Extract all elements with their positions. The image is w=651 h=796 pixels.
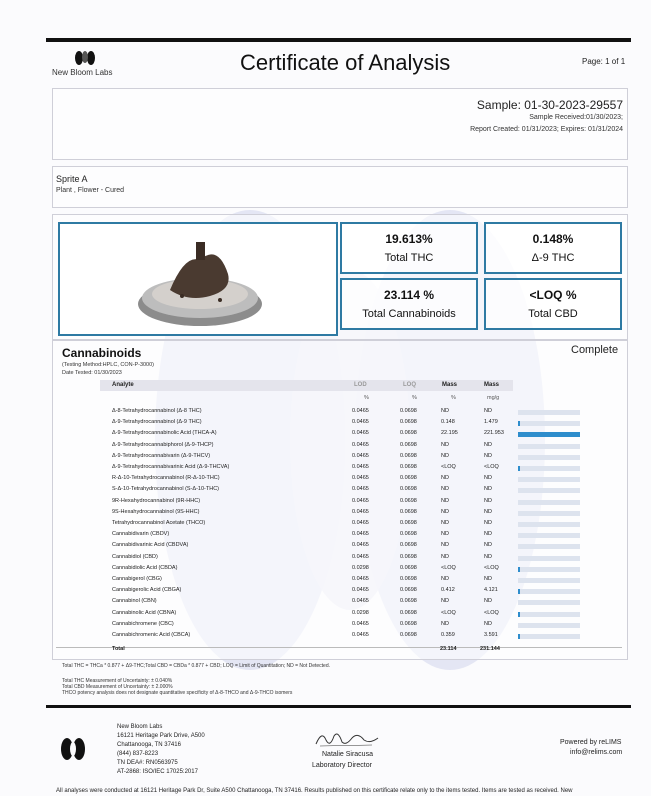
table-row [0,554,651,565]
footer-address-line: New Bloom Labs [117,724,163,730]
bar-track [518,556,580,561]
lod-cell: 0.0465 [352,520,369,526]
mass-mg-cell: ND [484,620,492,627]
footer-address-line: (844) 837-8223 [117,751,159,757]
loq-cell: 0.0698 [400,508,417,515]
metric-label: Δ-9 THC [531,252,575,264]
bar-track [518,488,580,493]
sample-name: Sprite A [56,174,88,184]
mass-mg-cell: ND [484,441,492,448]
bar-fill [518,421,520,426]
mass-mg-cell: ND [484,553,492,560]
analyte-cell: Cannabidiolic Acid (CBDA) [112,564,178,571]
footer-address-line: AT-2868: ISO/IEC 17025:2017 [117,769,198,775]
loq-cell: 0.0698 [400,609,417,616]
table-row [0,632,651,643]
bar-fill [518,612,520,617]
table-bottom-rule [56,647,622,648]
lod-cell: 0.0465 [352,587,369,594]
sample-id: Sample: 01-30-2023-29557 [476,98,623,112]
top-rule [46,38,631,42]
table-row [0,453,651,464]
metric-value: 19.613% [385,232,433,246]
mass-pct-cell: ND [441,486,449,493]
mass-mg-cell: 221.953 [484,430,504,437]
signature-image [312,728,382,750]
table-row [0,576,651,587]
mass-mg-cell: ND [484,408,492,414]
bar-track [518,612,580,617]
uncertainty-thc: Total THC Measurement of Uncertainty: ± 0.040% [62,678,173,684]
bar-track [518,421,580,426]
bar-track [518,455,580,460]
lod-cell: 0.0465 [352,464,369,470]
mass-pct-cell: ND [441,576,449,582]
mass-pct-cell: ND [441,531,449,538]
mass-pct-cell: ND [441,620,449,627]
bar-track [518,589,580,594]
col-lod: LOD [354,382,367,388]
client-box [52,166,628,208]
loq-cell: 0.0698 [400,531,417,538]
sample-dish-image [60,224,336,334]
mass-mg-cell: 4.121 [484,587,498,594]
table-row [0,475,651,486]
bar-track [518,477,580,482]
lod-cell: 0.0465 [352,620,369,627]
footer-address-line: 16121 Heritage Park Drive, A500 [117,733,205,739]
thco-note: THCO potency analysis does not designate quantitative specificity of Δ-8-THCO and Δ-9-THCO isomers [62,690,293,696]
mass-pct-cell: ND [441,441,449,448]
table-row [0,598,651,609]
mass-mg-cell: <LOQ [484,609,499,616]
analyte-cell: Cannabichromene (CBC) [112,620,174,627]
mass-pct-cell: ND [441,508,449,515]
bar-fill [518,466,520,471]
analyte-cell: Tetrahydrocannabinol Acetate (THCO) [112,520,206,526]
lod-cell: 0.0465 [352,531,369,538]
lod-cell: 0.0465 [352,475,369,482]
mass-mg-cell: ND [484,520,492,526]
bar-fill [518,432,580,437]
analyte-cell: Cannabigerolic Acid (CBGA) [112,587,182,594]
lod-cell: 0.0465 [352,430,369,437]
loq-cell: 0.0698 [400,419,417,426]
table-row [0,498,651,509]
analyte-cell: R-Δ-10-Tetrahydrocannabinol (R-Δ-10-THC) [112,475,220,482]
analyte-cell: Cannabichromenic Acid (CBCA) [112,632,191,638]
analyte-cell: Δ-8-Tetrahydrocannabinol (Δ-8 THC) [112,408,202,414]
analyte-cell: Cannabinol (CBN) [112,598,157,605]
mass-pct-cell: ND [441,553,449,560]
signer-title: Laboratory Director [312,762,372,769]
bar-track [518,500,580,505]
table-row [0,419,651,430]
lod-cell: 0.0465 [352,508,369,515]
table-row [0,587,651,598]
page-number: Page: 1 of 1 [582,57,626,66]
loq-cell: 0.0698 [400,430,417,437]
disclaimer: All analyses were conducted at 16121 Heritage Park Dr, Suite A500 Chattanooga, TN 37416. Results published on this certificate relate only to the items tested. Items are tested as received. New [56,788,573,794]
analyte-cell: Cannabidivarinic Acid (CBDVA) [112,542,189,549]
loq-cell: 0.0698 [400,542,417,549]
contact-email[interactable]: info@relims.com [570,749,623,756]
metric-total-cannabinoids [340,278,478,330]
mass-mg-cell: <LOQ [484,564,499,571]
table-row [0,486,651,497]
loq-cell: 0.0698 [400,486,417,493]
total-mg: 231.144 [480,646,500,652]
mass-mg-cell: ND [484,475,492,482]
signer-name: Natalie Siracusa [322,751,373,758]
table-row [0,430,651,441]
mass-pct-cell: 0.412 [441,587,455,594]
uncertainty-cbd: Total CBD Measurement of Uncertainty: ± 2.000% [62,684,173,690]
table-row [0,542,651,553]
bar-track [518,544,580,549]
lod-cell: 0.0465 [352,553,369,560]
mass-mg-cell: ND [484,486,492,493]
lod-cell: 0.0465 [352,542,369,549]
total-pct: 23.114 [440,646,457,652]
metric-total-cbd [484,278,622,330]
table-row [0,464,651,475]
analyte-cell: Cannabigerol (CBG) [112,576,162,582]
col-mass-pct: Mass [442,382,458,388]
metric-total-thc [340,222,478,274]
testing-method: (Testing Method:HPLC, CON-P-3000) [62,362,155,368]
table-row [0,442,651,453]
mass-mg-cell: ND [484,598,492,605]
report-dates: Report Created: 01/31/2023; Expires: 01/31/2024 [470,126,623,133]
loq-cell: 0.0698 [400,564,417,571]
lod-cell: 0.0465 [352,598,369,605]
loq-cell: 0.0698 [400,441,417,448]
table-row [0,408,651,419]
mass-pct-cell: ND [441,520,449,526]
lod-cell: 0.0465 [352,419,369,426]
footer-address-line: Chattanooga, TN 37416 [117,742,181,748]
analyte-cell: Δ-9-Tetrahydrocannabivarinic Acid (Δ-9-THCVA) [112,464,230,470]
loq-cell: 0.0698 [400,408,417,414]
mass-pct-cell: <LOQ [441,464,456,470]
table-row [0,520,651,531]
lab-name: New Bloom Labs [52,68,113,77]
bar-fill [518,589,520,594]
metric-d9-thc [484,222,622,274]
footer-address-line: TN DEA#: RN0563975 [117,760,178,766]
analyte-cell: 9R-Hexahydrocannabinol (9R-HHC) [112,497,201,504]
table-row [0,621,651,632]
analyte-cell: Δ-9-Tetrahydrocannabiphorol (Δ-9-THCP) [112,441,214,448]
bar-track [518,578,580,583]
unit-loq: % [412,395,417,401]
metric-label: Total Cannabinoids [362,308,456,320]
bar-track [518,511,580,516]
sample-matrix: Plant , Flower - Cured [56,187,125,194]
mass-pct-cell: ND [441,542,449,549]
mass-pct-cell: <LOQ [441,609,456,616]
bar-track [518,533,580,538]
mass-pct-cell: ND [441,452,449,459]
metric-value: 0.148% [532,232,574,246]
lod-cell: 0.0465 [352,576,369,582]
mass-mg-cell: 1.479 [484,419,498,426]
mass-pct-cell: ND [441,598,449,605]
section-title: Cannabinoids [62,346,142,360]
analyte-cell: 9S-Hexahydrocannabinol (9S-HHC) [112,508,200,515]
loq-cell: 0.0698 [400,520,417,526]
loq-cell: 0.0698 [400,464,417,470]
metric-value: <LOQ % [529,288,577,302]
lod-cell: 0.0465 [352,632,369,638]
loq-cell: 0.0698 [400,497,417,504]
lod-cell: 0.0465 [352,486,369,493]
sample-received: Sample Received:01/30/2023; [529,114,623,121]
bottom-rule [46,705,631,708]
status-label: Complete [571,344,619,356]
mass-mg-cell: ND [484,576,492,582]
table-row [0,509,651,520]
analyte-cell: Δ-9-Tetrahydrocannabinolic Acid (THCA-A) [112,430,217,437]
loq-cell: 0.0698 [400,620,417,627]
powered-by: Powered by reLIMS [560,739,622,746]
unit-mass-mg: mg/g [487,395,500,401]
mass-pct-cell: ND [441,475,449,482]
analyte-cell: S-Δ-10-Tetrahydrocannabinol (S-Δ-10-THC) [112,486,219,493]
mass-mg-cell: ND [484,497,492,504]
lod-cell: 0.0465 [352,497,369,504]
metric-label: Total THC [384,252,434,264]
table-row [0,531,651,542]
mass-mg-cell: ND [484,542,492,549]
bar-track [518,600,580,605]
date-tested: Date Tested: 01/30/2023 [62,370,122,376]
mass-mg-cell: ND [484,531,492,538]
col-analyte: Analyte [112,382,134,388]
unit-mass-pct: % [451,395,456,401]
loq-cell: 0.0698 [400,598,417,605]
mass-pct-cell: ND [441,497,449,504]
formula-note: Total THC = THCa * 0.877 + Δ9-THC;Total CBD = CBDa * 0.877 + CBD; LOQ = Limit of Quantitation; ND = Not Detected. [62,663,330,669]
metric-label: Total CBD [528,308,578,320]
loq-cell: 0.0698 [400,452,417,459]
loq-cell: 0.0698 [400,632,417,638]
bar-track [518,444,580,449]
bar-track [518,634,580,639]
mass-pct-cell: ND [441,408,449,414]
total-label: Total [112,646,125,652]
mass-mg-cell: <LOQ [484,464,499,470]
mass-pct-cell: 0.148 [441,419,455,426]
lod-cell: 0.0465 [352,441,369,448]
sample-photo [58,222,338,336]
lod-cell: 0.0465 [352,408,369,414]
col-loq: LOQ [403,382,416,388]
table-row [0,565,651,576]
mass-pct-cell: 22.195 [441,430,458,437]
analyte-cell: Δ-9-Tetrahydrocannabinol (Δ-9 THC) [112,419,202,426]
mass-mg-cell: 3.591 [484,632,498,638]
analyte-cell: Cannabinolic Acid (CBNA) [112,609,177,616]
bar-track [518,567,580,572]
loq-cell: 0.0698 [400,587,417,594]
mass-pct-cell: <LOQ [441,564,456,571]
table-row [0,610,651,621]
bar-track [518,466,580,471]
bar-track [518,410,580,415]
bar-track [518,623,580,628]
footer-logo-icon [58,736,88,762]
lod-cell: 0.0298 [352,609,369,616]
mass-mg-cell: ND [484,508,492,515]
loq-cell: 0.0698 [400,576,417,582]
lod-cell: 0.0465 [352,452,369,459]
loq-cell: 0.0698 [400,553,417,560]
bar-fill [518,634,520,639]
bar-track [518,522,580,527]
col-mass-mg: Mass [484,382,500,388]
unit-lod: % [364,395,369,401]
analyte-cell: Cannabidiol (CBD) [112,553,158,560]
page-title: Certificate of Analysis [240,50,451,75]
analyte-cell: Cannabidivarin (CBDV) [112,531,170,538]
bar-fill [518,567,520,572]
metric-value: 23.114 % [383,288,435,302]
mass-mg-cell: ND [484,452,492,459]
lod-cell: 0.0298 [352,564,369,571]
analyte-cell: Δ-9-Tetrahydrocannabivarin (Δ-9-THCV) [112,452,211,459]
loq-cell: 0.0698 [400,475,417,482]
mass-pct-cell: 0.359 [441,632,455,638]
